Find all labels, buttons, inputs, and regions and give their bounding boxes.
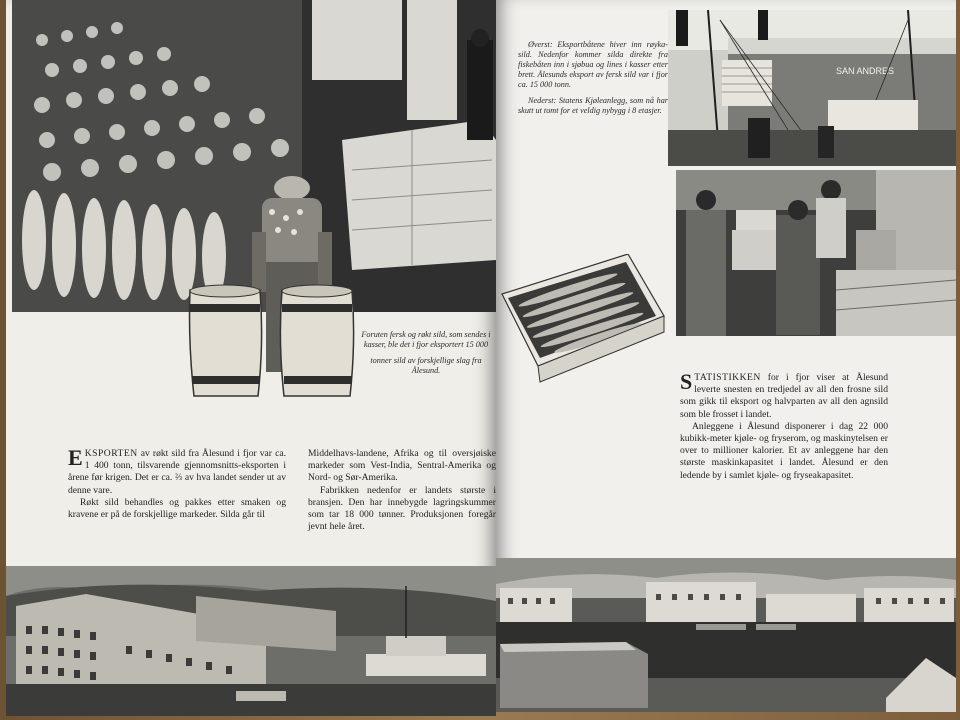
herring-export-caption [361,330,491,382]
statistics-paragraph-2: Anleggene i Ålesund disponerer i dag 22 000 kubikk-meter kjøle- og fryserom, og maskinytelsen er over to millioner kalorier. Et av anleggene har den største maskinkapasitet i landet. Ålesund er den ledende by i samlet kjøle- og fryseakapasitet. [680,420,888,481]
right-page [496,0,956,712]
caption-line-2: tonner sild av forskjellige slag fra Ålesund. [370,356,482,375]
markets-paragraph-2: Fabrikken nedenfor er landets største i bransjen. Den har innebygde lagringskummer som tar 18 000 tønner. Produksjonen foregår jevnt hele året. [308,484,496,533]
caption-line-1: Foruten fersk og røkt sild, som sendes i kasser, ble det i fjor eksportert 15 000 [361,330,491,349]
markets-paragraph-1: Middelhavs-landene, Afrika og til oversjøiske markeder som Vest-India, Sentral-Amerika og Nord- og Sør-Amerika. [308,448,496,484]
herring-box-photo [498,254,666,384]
ship-name-text: SAN ANDRES [836,66,895,76]
harbour-panorama-photo [496,558,956,712]
export-paragraph-2: Røkt sild behandles og pakkes etter smaken og kravene er på de forskjellige markeder. Silda går til [68,496,286,521]
statistics-heading: TATISTIKKEN [694,372,761,383]
statistics-text-column [680,369,888,482]
ship-caption [518,40,668,122]
ship-caption-top: Øverst: Eksportbåtene hiver inn røyka-sild. Nedenfor kommer silda direkte fra fiskebåten inn i sjøbua og lines i kasser etter brett. Ålesunds eksport av fersk sild var i fjor ca. 15 000 tonn. [518,40,668,89]
export-ship-photo [668,10,956,166]
ship-caption-bottom: Nederst: Statens Kjøleanlegg, som nå har skutt ut tomt for et veldig nybygg i 8 etasjer. [518,96,668,115]
export-text-column [68,445,286,521]
left-page [6,0,496,716]
export-paragraph-1: av røkt sild fra Ålesund i fjor var ca. 1 400 tonn, tilsvarende gjennomsnitts-eksporten i årene før krigen. Det er ca. ⅔ av hva landet sender ut av denne vare. [68,448,286,496]
export-heading: KSPORTEN [84,448,138,459]
statistics-dropcap: S [680,369,693,394]
worker-with-barrels-photo [182,172,358,404]
export-dropcap: E [68,445,83,470]
markets-text-column [308,448,496,533]
herring-factory-harbour-photo [6,566,496,716]
statistics-paragraph-1: for i fjor viser at Ålesund leverte snesten en tredjedel av all den frosne sild som gikk til eksport og halvparten av all den agnsild som ble frosset i landet. [680,372,888,420]
fish-workers-photo [676,170,956,336]
